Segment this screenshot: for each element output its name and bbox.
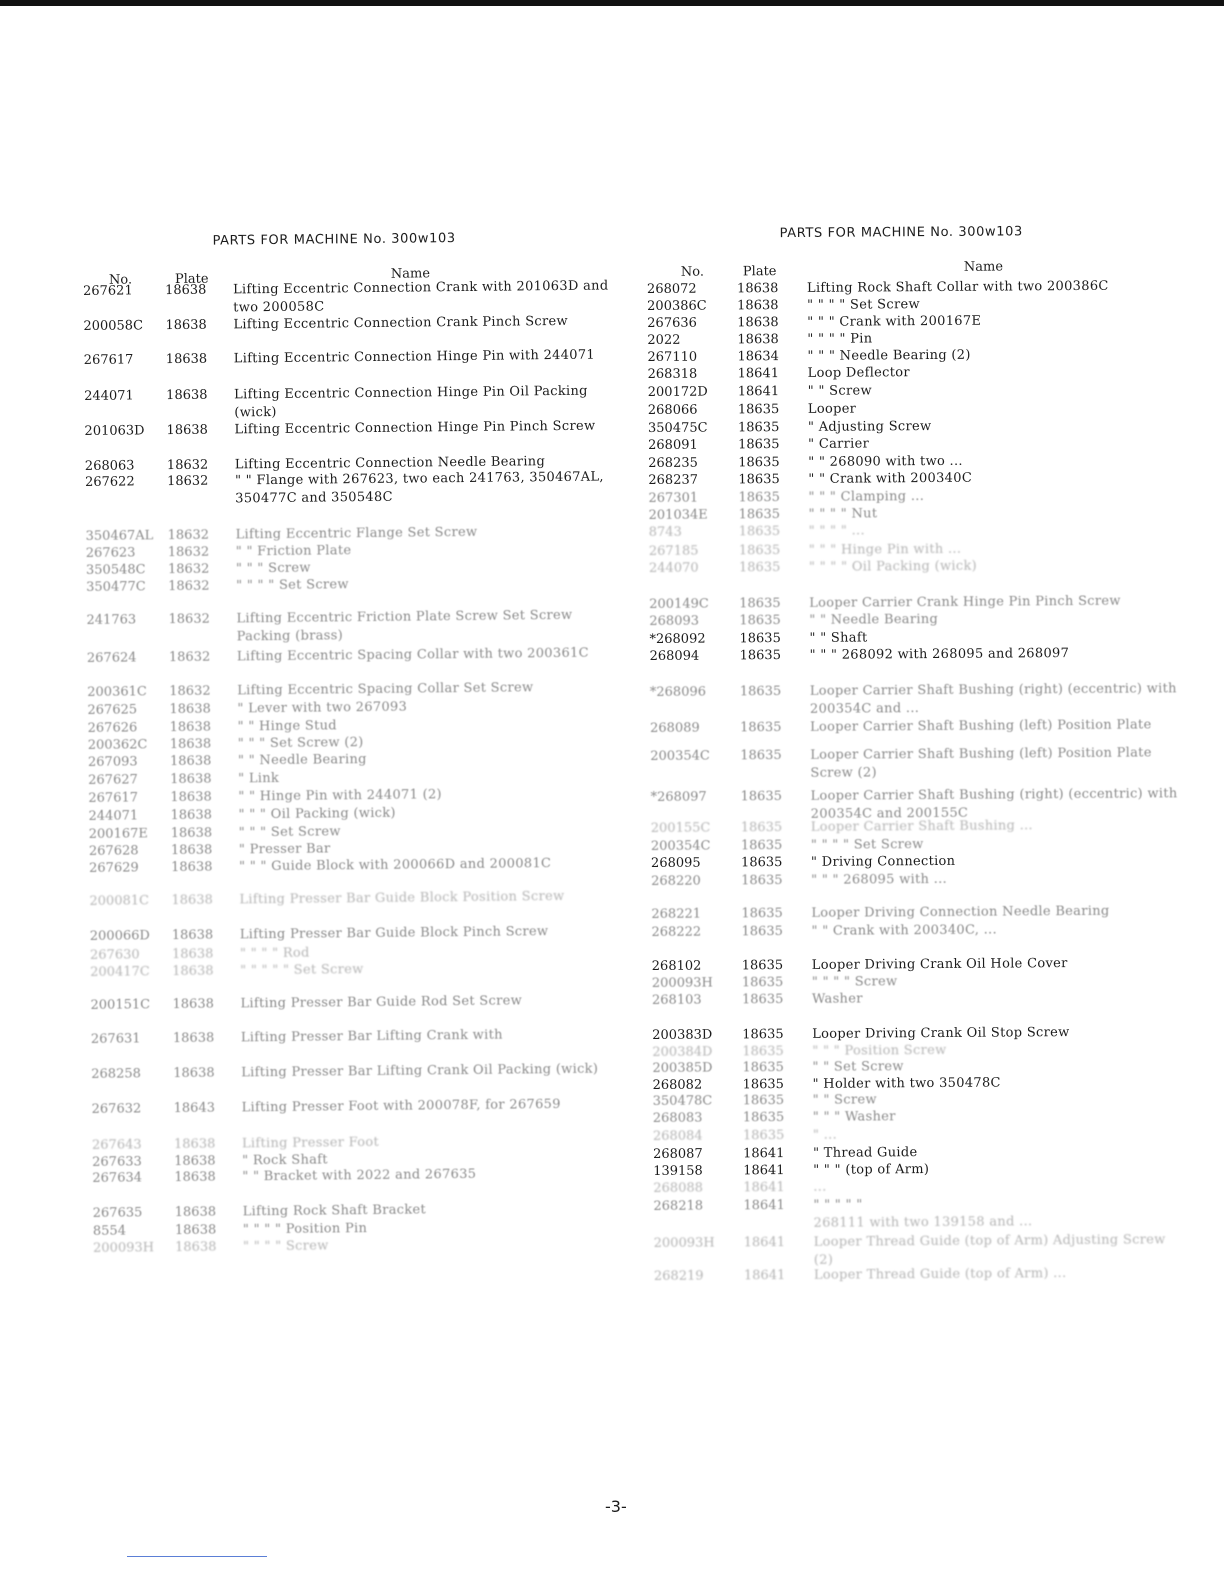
part-name: " " " " Rod [239, 945, 310, 962]
part-name: " Adjusting Screw [807, 419, 932, 435]
plate-number: 18643 [173, 1100, 216, 1117]
left-header-no: No. [108, 272, 133, 288]
part-number: 200384D [652, 1044, 713, 1060]
part-name: Lifting Eccentric Flange Set Screw [235, 524, 478, 543]
part-name: " " " " Screw [811, 974, 898, 990]
part-name: Lifting Rock Shaft Collar with two 200386C [806, 278, 1109, 296]
plate-number: 18635 [739, 684, 782, 700]
part-number: 200354C [650, 748, 710, 764]
part-name: " Lever with two 267093 [237, 699, 408, 717]
plate-number: 18635 [742, 1128, 785, 1144]
part-name: " " " Screw [235, 560, 311, 577]
part-number: 267110 [647, 349, 698, 365]
plate-number: 18635 [740, 838, 783, 854]
part-name: " Driving Connection [810, 853, 956, 870]
plate-number: 18641 [743, 1268, 786, 1284]
part-number: 268089 [650, 720, 700, 736]
plate-number: 18638 [169, 701, 211, 718]
plate-number: 18638 [170, 842, 213, 859]
part-number: 200093H [92, 1240, 155, 1256]
plate-number: 18638 [173, 1065, 215, 1082]
part-number: 268093 [649, 613, 700, 629]
part-name: Lifting Eccentric Connection Crank Pinch Screw [233, 313, 569, 333]
part-number: 268219 [653, 1268, 704, 1284]
part-number: 200081C [89, 893, 150, 909]
part-row [650, 744, 1185, 781]
part-name: Looper Carrier Shaft Bushing (left) Position Plate [810, 717, 1152, 735]
part-name: Lifting Eccentric Spacing Collar with two 200361C [236, 645, 589, 665]
part-name: Lifting Presser Bar Guide Block Position Screw [239, 888, 565, 908]
part-row [92, 1199, 633, 1221]
part-number: 200155C [650, 820, 711, 836]
part-name: Lifting Eccentric Connection Hinge Pin Pinch Screw [234, 418, 596, 438]
part-name: " " " " Pin [807, 331, 873, 347]
part-name: " " " Guide Block with 200066D and 200081C [239, 856, 552, 875]
part-number: 200151C [90, 997, 151, 1013]
plate-number: 18635 [738, 490, 780, 506]
part-name: " " Crank with 200340C [808, 470, 973, 487]
part-name: " " Flange with 267623, two each 241763, 350467AL, 350477C and 350548C [234, 469, 604, 506]
part-name: " Presser Bar [238, 841, 331, 858]
part-number: 268084 [652, 1128, 703, 1144]
part-row [83, 346, 624, 368]
part-name: " " " Oil Packing (wick) [238, 805, 396, 823]
plate-number: 18638 [737, 298, 779, 314]
part-number: 268063 [84, 458, 135, 474]
plate-number: 18638 [171, 892, 213, 909]
plate-number: 18632 [167, 527, 210, 544]
plate-number: 18635 [737, 420, 780, 436]
part-number: 244071 [88, 808, 139, 824]
part-number: 267635 [92, 1205, 143, 1221]
plate-number: 18638 [737, 332, 779, 348]
part-row [651, 902, 1186, 922]
part-number: 268103 [651, 992, 702, 1008]
part-number: *268092 [649, 631, 706, 647]
part-row [85, 522, 626, 544]
plate-number: 18638 [174, 1169, 216, 1186]
part-number: 268066 [647, 402, 698, 418]
part-row [89, 887, 629, 909]
plate-number: 18635 [741, 975, 784, 991]
part-row [87, 678, 627, 700]
part-row [649, 680, 1185, 717]
part-name: " " Screw [807, 383, 872, 399]
part-name: " " 268090 with two ... [808, 453, 963, 470]
part-number: 267617 [88, 790, 139, 806]
part-name: " " " 268092 with 268095 and 268097 [809, 646, 1070, 663]
part-name: Looper [807, 401, 857, 417]
part-name: " " " " Set Screw [236, 577, 349, 594]
plate-number: 18638 [166, 387, 208, 404]
part-row [653, 1231, 1189, 1268]
right-column-title: PARTS FOR MACHINE No. 300w103 [779, 224, 1023, 242]
part-name: " " Screw [812, 1092, 877, 1108]
left-column-title: PARTS FOR MACHINE No. 300w103 [212, 231, 456, 249]
part-number: 268235 [648, 455, 698, 471]
part-number: 267630 [89, 947, 140, 963]
part-name: " " " " Screw [242, 1238, 329, 1255]
part-number: 267631 [90, 1031, 141, 1047]
plate-number: 18638 [170, 825, 213, 842]
part-number: 200172D [647, 384, 708, 400]
plate-number: 18641 [743, 1163, 785, 1179]
plate-number: 18638 [170, 771, 212, 788]
plate-number: 18638 [172, 1030, 215, 1047]
part-number: 267624 [86, 650, 137, 666]
part-name: " " " " Nut [808, 506, 878, 522]
plate-number: 18635 [740, 748, 782, 764]
part-number: 268318 [647, 366, 698, 382]
part-name: " " " " " [813, 1197, 863, 1213]
part-row [91, 1060, 631, 1082]
part-name: Lifting Presser Bar Guide Block Pinch Screw [239, 924, 549, 943]
plate-number: 18634 [737, 349, 779, 365]
part-number: 267629 [89, 860, 139, 876]
part-name: " Link [238, 770, 280, 787]
plate-number: 18638 [165, 317, 207, 334]
plate-number: 18635 [738, 524, 781, 540]
part-number: 268083 [652, 1110, 703, 1126]
plate-number: 18635 [740, 789, 782, 805]
plate-number: 18638 [169, 736, 212, 753]
part-number: 267634 [92, 1170, 143, 1186]
part-name: Lifting Presser Bar Lifting Crank with [240, 1027, 503, 1046]
part-name: " ... [812, 1127, 837, 1143]
part-number: 268221 [651, 906, 702, 922]
plate-number: 18632 [169, 683, 211, 700]
right-header-plate: Plate [742, 264, 777, 280]
part-name: " " " " Set Screw [807, 297, 920, 313]
part-number: 200385D [652, 1060, 713, 1076]
part-name: " " " Clamping ... [808, 489, 925, 505]
plate-number: 18635 [738, 507, 781, 523]
plate-number: 18635 [742, 1093, 785, 1109]
part-name: " " " (top of Arm) [813, 1162, 930, 1178]
part-name: Lifting Presser Foot with 200078F, for 267659 [241, 1097, 561, 1116]
part-number: 267643 [91, 1137, 142, 1153]
part-name: Lifting Presser Bar Guide Rod Set Screw [240, 993, 523, 1012]
plate-number: 18635 [738, 560, 781, 576]
part-number: 267622 [84, 474, 135, 490]
part-number: 350467AL [85, 528, 154, 544]
part-name: " " " Crank with 200167E [807, 313, 982, 330]
part-number: 267093 [87, 754, 138, 770]
part-number: 200362C [87, 737, 148, 753]
part-name: Looper Carrier Shaft Bushing ... [810, 818, 1033, 835]
part-number: 268082 [652, 1077, 703, 1093]
part-name: Lifting Eccentric Connection Hinge Pin Oil Packing (wick) [234, 383, 588, 420]
part-number: 267626 [87, 720, 138, 736]
plate-number: 18638 [174, 1239, 217, 1256]
part-number: 200167E [88, 826, 148, 842]
plate-number: 18638 [170, 807, 212, 824]
part-row [84, 452, 625, 474]
plate-number: 18635 [742, 1044, 784, 1060]
part-name: " " Shaft [809, 630, 868, 646]
plate-number: 18638 [173, 1136, 216, 1153]
part-name: Looper Driving Crank Oil Hole Cover [811, 956, 1068, 973]
part-number: 268095 [650, 855, 701, 871]
part-name: Looper Carrier Crank Hinge Pin Pinch Screw [809, 593, 1121, 611]
part-name: " " " Position Screw [812, 1042, 947, 1059]
plate-number: 18635 [737, 402, 780, 418]
part-row [648, 539, 1184, 559]
part-name: Loop Deflector [807, 365, 910, 381]
part-name: Lifting Presser Foot [241, 1134, 380, 1152]
plate-number: 18635 [741, 906, 783, 922]
plate-number: 18635 [739, 631, 781, 647]
plate-number: 18635 [741, 873, 783, 889]
footer-rule [127, 1556, 267, 1557]
part-name: Lifting Rock Shaft Bracket [242, 1202, 427, 1220]
part-name: Looper Carrier Shaft Bushing (right) (eccentric) with 200354C and ... [809, 681, 1177, 717]
part-row [90, 1025, 631, 1047]
part-number: 241763 [86, 612, 137, 628]
part-name: " " Bracket with 2022 and 267635 [242, 1166, 477, 1185]
part-row [652, 1023, 1187, 1043]
plate-number: 18641 [743, 1235, 786, 1251]
part-number: 200361C [87, 684, 147, 700]
plate-number: 18635 [738, 543, 781, 559]
part-name: " Rock Shaft [242, 1152, 328, 1169]
plate-number: 18635 [742, 1077, 784, 1093]
plate-number: 18638 [164, 282, 207, 299]
left-header-plate: Plate [174, 271, 209, 288]
part-number: 267623 [85, 545, 136, 561]
plate-number: 18638 [166, 422, 208, 439]
plate-number: 18638 [174, 1153, 216, 1170]
plate-number: 18641 [743, 1180, 785, 1196]
part-row [650, 785, 1186, 822]
part-number: 268258 [91, 1066, 141, 1082]
part-name: " " Hinge Pin with 244071 (2) [238, 787, 442, 805]
plate-number: 18641 [737, 384, 780, 400]
part-row [649, 592, 1184, 612]
part-number: 200058C [83, 318, 144, 334]
part-number: 201063D [84, 423, 145, 439]
part-name: Lifting Eccentric Connection Crank with 201063D and two 200058C [232, 278, 609, 315]
plate-number: 18638 [171, 859, 213, 876]
part-name: Looper Driving Connection Needle Bearing [811, 903, 1110, 921]
part-name: " " " " " Set Screw [240, 962, 364, 979]
part-name: Looper Driving Crank Oil Stop Screw [812, 1025, 1070, 1042]
part-number: 200354C [650, 838, 711, 854]
part-name: " " Crank with 200340C, ... [811, 922, 997, 939]
part-name: " " Needle Bearing [809, 611, 939, 628]
part-number: 244070 [648, 560, 699, 576]
part-number: 268222 [651, 924, 702, 940]
part-name: " " " Needle Bearing (2) [807, 347, 971, 364]
part-number: 268102 [651, 958, 702, 974]
part-name: Washer [811, 991, 863, 1007]
part-number: 267632 [91, 1101, 142, 1117]
part-row [90, 991, 630, 1013]
part-name: " Holder with two 350478C [812, 1075, 1001, 1092]
part-number: 268087 [653, 1146, 703, 1162]
plate-number: 18632 [166, 473, 209, 490]
plate-number: 18638 [174, 1222, 217, 1239]
part-name: Lifting Eccentric Connection Needle Bearing [234, 454, 546, 473]
plate-number: 18635 [740, 855, 783, 871]
part-name: " " Friction Plate [235, 543, 352, 560]
part-name: " " Set Screw [812, 1059, 904, 1075]
part-name: " " " 268095 with ... [811, 871, 948, 888]
plate-number: 18638 [737, 315, 779, 331]
plate-number: 18632 [167, 561, 210, 578]
part-number: 267185 [648, 543, 699, 559]
part-number: 2022 [647, 332, 681, 348]
plate-number: 18635 [738, 455, 780, 471]
part-number: 268072 [646, 281, 697, 297]
part-row [89, 922, 630, 944]
part-name: " " " Set Screw (2) [237, 735, 364, 752]
part-row [91, 1131, 632, 1153]
part-row [84, 382, 624, 420]
part-name: Lifting Eccentric Spacing Collar Set Screw [237, 680, 534, 699]
part-number: *268096 [649, 684, 707, 700]
part-number: 267627 [88, 772, 138, 788]
part-number: 267301 [648, 490, 699, 506]
plate-number: 18635 [740, 820, 783, 836]
part-number: 200386C [647, 298, 707, 314]
plate-number: 18638 [172, 963, 214, 980]
part-name: " Carrier [808, 436, 870, 452]
left-header-name: Name [390, 266, 431, 282]
plate-number: 18638 [169, 753, 212, 770]
plate-number: 18635 [740, 720, 782, 736]
plate-number: 18635 [742, 1110, 785, 1126]
plate-number: 18635 [741, 992, 784, 1008]
part-number: 268094 [649, 648, 700, 664]
part-number: 200093H [651, 975, 713, 991]
part-name: Looper Carrier Shaft Bushing (right) (eccentric) with 200354C and 200155C [810, 786, 1178, 822]
plate-number: 18632 [166, 457, 209, 474]
top-scan-edge [0, 0, 1224, 6]
part-name: Looper Thread Guide (top of Arm) Adjusting Screw (2) [813, 1232, 1166, 1268]
plate-number: 18638 [171, 927, 214, 944]
part-number: 267628 [88, 843, 139, 859]
plate-number: 18638 [169, 719, 212, 736]
part-number: 200066D [89, 928, 150, 944]
plate-number: 18638 [165, 351, 208, 368]
plate-number: 18635 [742, 1027, 784, 1043]
part-row [86, 644, 627, 666]
plate-number: 18638 [736, 281, 779, 297]
part-row [651, 954, 1187, 974]
right-header-no: No. [680, 264, 705, 280]
part-name: " " " Washer [812, 1109, 896, 1125]
part-name: Lifting Presser Bar Lifting Crank Oil Packing (wick) [241, 1061, 599, 1081]
part-number: 268218 [653, 1198, 704, 1214]
plate-number: 18638 [170, 789, 212, 806]
part-number: 267621 [82, 283, 133, 299]
part-number: 267625 [87, 702, 138, 718]
part-number: 268091 [648, 437, 698, 453]
part-number [653, 1215, 733, 1216]
part-row [646, 277, 1182, 297]
part-name: Lifting Eccentric Friction Plate Screw Set Screw Packing (brass) [236, 607, 573, 644]
part-number: 268088 [653, 1180, 703, 1196]
plate-number: 18641 [743, 1146, 785, 1162]
plate-number: 18638 [171, 946, 214, 963]
plate-number: 18635 [739, 648, 781, 664]
plate-number: 18641 [737, 366, 780, 382]
part-row [86, 606, 626, 644]
part-number: 267636 [647, 315, 697, 331]
plate-number: 18641 [743, 1198, 785, 1214]
part-name: " " " " Oil Packing (wick) [808, 558, 978, 575]
part-number: 8554 [92, 1223, 127, 1239]
plate-number: 18635 [741, 924, 783, 940]
part-name: Looper Carrier Shaft Bushing (left) Position Plate Screw (2) [810, 745, 1152, 781]
part-number: 350478C [652, 1093, 713, 1109]
plate-number: 18632 [167, 544, 210, 561]
part-number: 201034E [648, 507, 708, 523]
plate-number: 18638 [174, 1204, 217, 1221]
part-number: 200149C [649, 596, 709, 612]
part-number: 8743 [648, 524, 682, 540]
page-number: -3- [605, 1497, 627, 1516]
plate-number: 18632 [168, 649, 211, 666]
part-name: " " " " ... [808, 523, 865, 539]
plate-number: 18635 [739, 596, 781, 612]
part-number: *268097 [650, 789, 707, 805]
part-number: 268220 [651, 873, 701, 889]
plate-number: 18635 [738, 472, 780, 488]
plate-number: 18635 [741, 958, 784, 974]
part-name: Lifting Eccentric Connection Hinge Pin with 244071 [233, 347, 596, 367]
plate-number: 18635 [742, 1060, 784, 1076]
plate-number: 18635 [739, 613, 781, 629]
part-name: Looper Thread Guide (top of Arm) ... [813, 1266, 1067, 1283]
part-number: 350548C [85, 562, 146, 578]
part-name: " Thread Guide [813, 1145, 918, 1161]
plate-number: 18635 [738, 437, 780, 453]
plate-number: 18632 [168, 578, 210, 595]
part-row [91, 1095, 632, 1117]
plate-number: 18632 [168, 611, 210, 628]
part-name: ... [813, 1179, 827, 1195]
part-name: " " " Set Screw [238, 824, 341, 841]
plate-number: 18638 [172, 996, 214, 1013]
part-number: 350475C [647, 420, 708, 436]
part-number: 244071 [84, 388, 134, 404]
right-header-name: Name [963, 259, 1004, 275]
part-name: " " " Hinge Pin with ... [808, 541, 962, 558]
part-name: 268111 with two 139158 and ... [813, 1214, 1033, 1231]
part-number: 200093H [653, 1235, 715, 1251]
part-number: 268237 [648, 472, 699, 488]
part-name: " " Hinge Stud [237, 718, 337, 735]
part-number: 267617 [83, 352, 134, 368]
part-number: 267633 [92, 1154, 142, 1170]
part-name: " " " " Position Pin [242, 1221, 368, 1238]
part-number: 200417C [90, 964, 150, 980]
part-name: " " Needle Bearing [237, 752, 367, 769]
part-number: 350477C [86, 579, 146, 595]
part-number: 139158 [653, 1163, 703, 1179]
part-number: 200383D [652, 1027, 713, 1043]
part-name: " " " " Set Screw [810, 837, 924, 853]
